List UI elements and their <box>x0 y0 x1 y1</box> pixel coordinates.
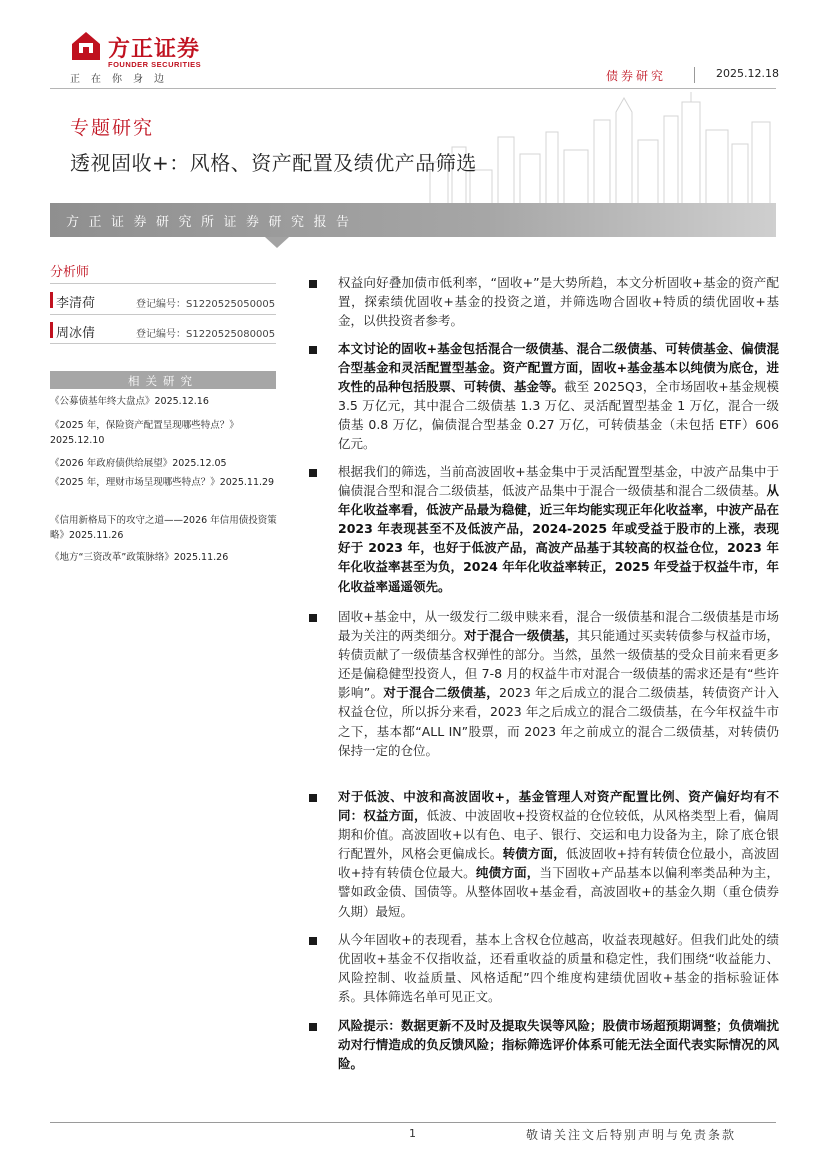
analyst-registration: 登记编号：S1220525050005 <box>136 299 276 310</box>
related-report-link[interactable]: 《2025 年，保险资产配置呈现哪些特点？》2025.12.10 <box>50 420 239 446</box>
logo-english-text: FOUNDER SECURITIES <box>108 60 202 69</box>
related-heading-label: 相关研究 <box>128 374 198 388</box>
paragraph-bold-text: 风险提示：数据更新不及时及提取失误等风险；股债市场超预期调整；负债端扰动对行情造成的负反馈风险；指标筛选评价体系可能无法全面代表实际情况的风险。 <box>338 1018 779 1072</box>
paragraph-text: 当下固收+产品基本以偏利率类品种为主，譬如政金债、国债等。从整体固收+基金看，高波固收+的基金久期（重仓债券久期）最短。 <box>338 865 779 919</box>
analyst-name: 李清荷 <box>56 296 96 311</box>
company-slogan: 正在你身边 <box>70 74 175 85</box>
summary-paragraph <box>309 930 779 1006</box>
paragraph-text: 低波固收+持有转债仓位最小，高波固收+持有转债仓位最大。 <box>338 846 779 881</box>
paragraph-bold-text: 纯债方面， <box>475 865 540 881</box>
bullet-square-icon <box>309 614 317 622</box>
analyst-registration: 登记编号：S1220525080005 <box>136 329 276 340</box>
founder-logo-icon <box>70 30 102 62</box>
sidebar-divider <box>50 283 276 284</box>
related-report-link[interactable]: 《2026 年政府债供给展望》2025.12.05 <box>50 458 227 469</box>
related-report-link[interactable]: 《信用新格局下的攻守之道——2026 年信用债投资策略》2025.11.26 <box>50 515 277 541</box>
analyst-heading: 分析师 <box>50 265 90 280</box>
summary-paragraph <box>309 787 779 921</box>
page-number: 1 <box>409 1127 416 1140</box>
paragraph-text: 其只能通过买卖转债参与权益市场，转债贡献了一级债基含权弹性的部分。当然，虽然一级债基的受众目前来看更多还是偏稳健型投资人，但 7-8 月的权益牛市对混合一级债基的需求还是有“些许影响”。 <box>338 628 779 701</box>
report-title: 透视固收+：风格、资产配置及绩优产品筛选 <box>70 151 477 175</box>
analyst-name: 周冰倩 <box>56 326 96 341</box>
analyst-marker <box>50 292 53 308</box>
paragraph-bold-text: 转债方面， <box>502 846 566 862</box>
analyst-entry <box>50 318 276 344</box>
sidebar-divider <box>50 314 276 315</box>
footer-divider <box>50 1122 776 1123</box>
banner-text: 方正证券研究所证券研究报告 <box>66 215 359 230</box>
report-banner <box>50 203 776 237</box>
related-research-heading <box>50 371 276 389</box>
footer-disclaimer: 敬请关注文后特别声明与免责条款 <box>526 1128 737 1142</box>
logo-chinese-text: 方正证券 <box>108 37 201 62</box>
paragraph-text: 2023 年之后成立的混合二级债基，转债资产计入权益仓位，所以拆分来看，2023 年之后成立的混合二级债基，在今年权益牛市之下，基本都“ALL IN”股票，而 2023 年之前成立的混合二级债基，对转债仍保持一定的仓位。 <box>338 685 779 758</box>
paragraph-bold-text: 对于低波、中波和高波固收+，基金管理人对资产配置比例、资产偏好均有不同：权益方面， <box>338 789 779 824</box>
paragraph-text: 从今年固收+的表现看，基本上含权仓位越高，收益表现越好。但我们此处的绩优固收+基金不仅指收益，还看重收益的质量和稳定性，我们围绕“收益能力、风险控制、收益质量、风格适配”四个维度构建绩优固收+基金的指标验证体系。具体筛选名单可见正文。 <box>338 932 779 1005</box>
summary-paragraph <box>309 339 779 454</box>
related-report-link[interactable]: 《地方“三资改革”政策脉络》2025.11.26 <box>50 552 229 563</box>
paragraph-text: 权益向好叠加债市低利率，“固收+”是大势所趋，本文分析固收+基金的资产配置，探索绩优固收+基金的投资之道，并筛选吻合固收+特质的绩优固收+基金，以供投资者参考。 <box>338 275 779 329</box>
sidebar-divider <box>50 343 276 344</box>
analyst-marker <box>50 322 53 338</box>
summary-paragraph <box>309 273 779 330</box>
risk-warning-paragraph <box>309 1016 779 1073</box>
bullet-square-icon <box>309 1023 317 1031</box>
paragraph-text: 根据我们的筛选，当前高波固收+基金集中于灵活配置型基金，中波产品集中于偏债混合型和混合二级债基，低波产品集中于混合一级债基和混合二级债基。 <box>338 464 779 499</box>
header-divider <box>50 88 776 89</box>
related-report-link[interactable]: 《公募债基年终大盘点》2025.12.16 <box>50 396 209 407</box>
analyst-entry <box>50 288 276 314</box>
bullet-square-icon <box>309 280 317 288</box>
paragraph-bold-text: 对于混合一级债基， <box>464 628 578 644</box>
report-date: 2025.12.18 <box>716 67 779 80</box>
paragraph-bold-text: 对于混合二级债基， <box>383 685 500 701</box>
paragraph-bold-text: 本文讨论的固收+基金包括混合一级债基、混合二级债基、可转债基金、偏债混合型基金和灵活配置型基金。资产配置方面，固收+基金基本以纯债为底仓，进攻性的品种包括股票、可转债、基金等。 <box>338 341 779 395</box>
bullet-square-icon <box>309 346 317 354</box>
paragraph-text: 固收+基金中，从一级发行二级申赎来看，混合一级债基和混合二级债基是市场最为关注的两类细分。 <box>338 609 779 644</box>
bullet-square-icon <box>309 469 317 477</box>
report-type: 债券研究 <box>606 69 667 83</box>
banner-notch <box>265 237 289 248</box>
related-report-link[interactable]: 《2025 年，理财市场呈现哪些特点？》2025.11.29 <box>50 477 275 488</box>
bullet-square-icon <box>309 794 317 802</box>
paragraph-bold-text: 从年化收益率看，低波产品最为稳健，近三年均能实现正年化收益率，中波产品在 2023 年表现甚至不及低波产品，2024-2025 年或受益于股市的上涨，表现好于 2023 年，也好于低波产品，高波产品基于其较高的权益仓位，2023 年年化收益率甚至为负，2024 年年化收益率转正，2025 年受益于权益牛市，年化收益率遥遥领先。 <box>338 483 779 594</box>
paragraph-text: 低波、中波固收+投资权益的仓位较低，从风格类型上看，偏周期和价值。高波固收+以有色、电子、银行、交运和电力设备为主，除了底仓银行配置外，风格会更偏成长。 <box>338 808 779 862</box>
paragraph-text: 截至 2025Q3，全市场固收+基金规模 3.5 万亿元，其中混合二级债基 1.3 万亿、灵活配置型基金 1 万亿，混合一级债基 0.8 万亿，偏债混合型基金 0.27 万亿，可转债基金（未包括 ETF）606 亿元。 <box>338 379 779 452</box>
report-series-label: 专题研究 <box>70 117 155 139</box>
header-separator <box>694 67 695 83</box>
bullet-square-icon <box>309 937 317 945</box>
summary-paragraph <box>309 462 779 596</box>
summary-paragraph <box>309 607 779 760</box>
